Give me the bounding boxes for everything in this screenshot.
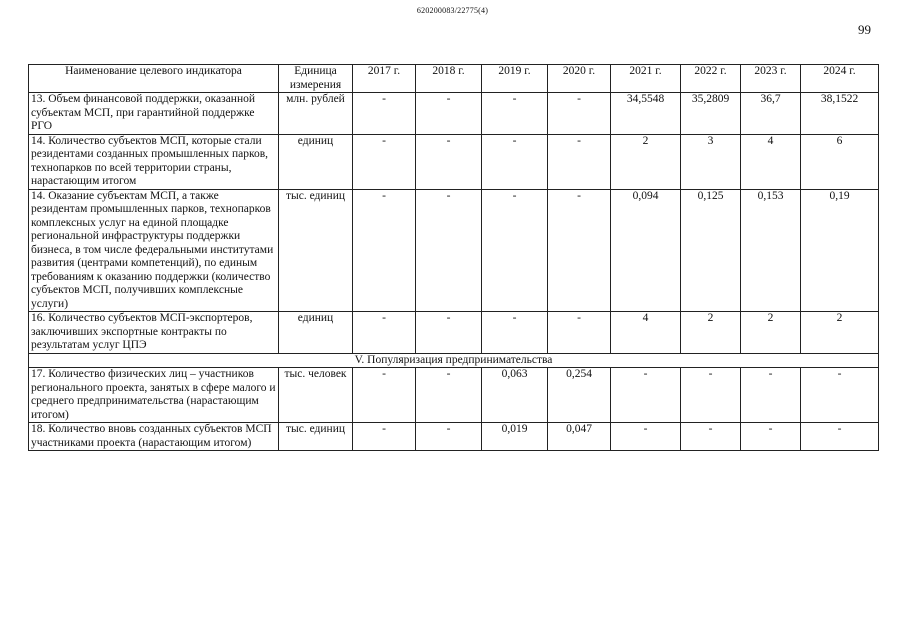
table-row	[29, 312, 879, 354]
value-cell: -	[741, 423, 801, 451]
value-cell: 4	[611, 312, 681, 354]
table-row	[29, 134, 879, 189]
value-cell: -	[548, 312, 611, 354]
indicator-name: 14. Количество субъектов МСП, которые стали резидентами созданных промышленных парков, технопарков по всей территории страны, нарастающим итогом	[29, 134, 279, 189]
value-cell: 4	[741, 134, 801, 189]
value-cell: -	[611, 423, 681, 451]
value-cell: -	[482, 189, 548, 312]
indicators-table	[28, 64, 879, 451]
value-cell: 2	[611, 134, 681, 189]
value-cell: -	[416, 93, 482, 135]
table-row	[29, 368, 879, 423]
value-cell: -	[353, 189, 416, 312]
column-header: Единица измерения	[279, 65, 353, 93]
document-code: 620200083/22775(4)	[416, 6, 489, 15]
unit-cell: единиц	[279, 312, 353, 354]
value-cell: -	[416, 368, 482, 423]
value-cell: -	[482, 134, 548, 189]
indicator-name: 17. Количество физических лиц – участников регионального проекта, занятых в сфере малого и среднего предпринимательства (нарастающим итогом)	[29, 368, 279, 423]
value-cell: 2	[801, 312, 879, 354]
table-body-main	[29, 93, 879, 354]
value-cell: -	[353, 134, 416, 189]
section-row	[29, 353, 879, 368]
page-number: 99	[858, 22, 871, 37]
indicator-name: 18. Количество вновь созданных субъектов МСП участниками проекта (нарастающим итогом)	[29, 423, 279, 451]
value-cell: 38,1522	[801, 93, 879, 135]
value-cell: 0,19	[801, 189, 879, 312]
unit-cell: тыс. человек	[279, 368, 353, 423]
column-header: 2022 г.	[681, 65, 741, 93]
indicator-name: 14. Оказание субъектам МСП, а также резидентам промышленных парков, технопарков комплексных услуг на единой площадке региональной инфраструктуры поддержки бизнеса, в том числе федеральными институтами развития (центрами компетенций), по единым требованиям к оказанию поддержки (количество субъектов МСП, получивших комплексные услуги)	[29, 189, 279, 312]
value-cell: -	[353, 312, 416, 354]
value-cell: -	[548, 93, 611, 135]
value-cell: 0,019	[482, 423, 548, 451]
table-row	[29, 93, 879, 135]
value-cell: -	[416, 189, 482, 312]
value-cell: -	[548, 189, 611, 312]
value-cell: -	[681, 423, 741, 451]
table-row	[29, 189, 879, 312]
unit-cell: тыс. единиц	[279, 423, 353, 451]
unit-cell: млн. рублей	[279, 93, 353, 135]
unit-cell: тыс. единиц	[279, 189, 353, 312]
value-cell: 0,153	[741, 189, 801, 312]
value-cell: -	[801, 368, 879, 423]
section-title: V. Популяризация предпринимательства	[29, 353, 879, 368]
value-cell: -	[548, 134, 611, 189]
value-cell: 2	[741, 312, 801, 354]
value-cell: 6	[801, 134, 879, 189]
value-cell: 3	[681, 134, 741, 189]
value-cell: 35,2809	[681, 93, 741, 135]
indicator-name: 13. Объем финансовой поддержки, оказанной субъектам МСП, при гарантийной поддержке РГО	[29, 93, 279, 135]
value-cell: -	[353, 368, 416, 423]
table-section	[29, 353, 879, 368]
table-header-row	[29, 65, 879, 93]
value-cell: -	[611, 368, 681, 423]
value-cell: -	[353, 423, 416, 451]
value-cell: 0,254	[548, 368, 611, 423]
value-cell: -	[416, 312, 482, 354]
column-header: 2020 г.	[548, 65, 611, 93]
value-cell: -	[801, 423, 879, 451]
value-cell: 0,125	[681, 189, 741, 312]
table-row	[29, 423, 879, 451]
column-header: 2018 г.	[416, 65, 482, 93]
unit-cell: единиц	[279, 134, 353, 189]
indicator-name: 16. Количество субъектов МСП-экспортеров, заключивших экспортные контракты по результатам услуг ЦПЭ	[29, 312, 279, 354]
column-header: 2021 г.	[611, 65, 681, 93]
column-header: 2019 г.	[482, 65, 548, 93]
value-cell: -	[482, 312, 548, 354]
value-cell: 0,047	[548, 423, 611, 451]
value-cell: -	[353, 93, 416, 135]
value-cell: 34,5548	[611, 93, 681, 135]
value-cell: 0,094	[611, 189, 681, 312]
table-body-popularization	[29, 368, 879, 451]
value-cell: -	[416, 423, 482, 451]
column-header: Наименование целевого индикатора	[29, 65, 279, 93]
value-cell: -	[416, 134, 482, 189]
column-header: 2023 г.	[741, 65, 801, 93]
value-cell: -	[681, 368, 741, 423]
value-cell: -	[482, 93, 548, 135]
value-cell: 2	[681, 312, 741, 354]
value-cell: -	[741, 368, 801, 423]
column-header: 2024 г.	[801, 65, 879, 93]
value-cell: 36,7	[741, 93, 801, 135]
value-cell: 0,063	[482, 368, 548, 423]
column-header: 2017 г.	[353, 65, 416, 93]
